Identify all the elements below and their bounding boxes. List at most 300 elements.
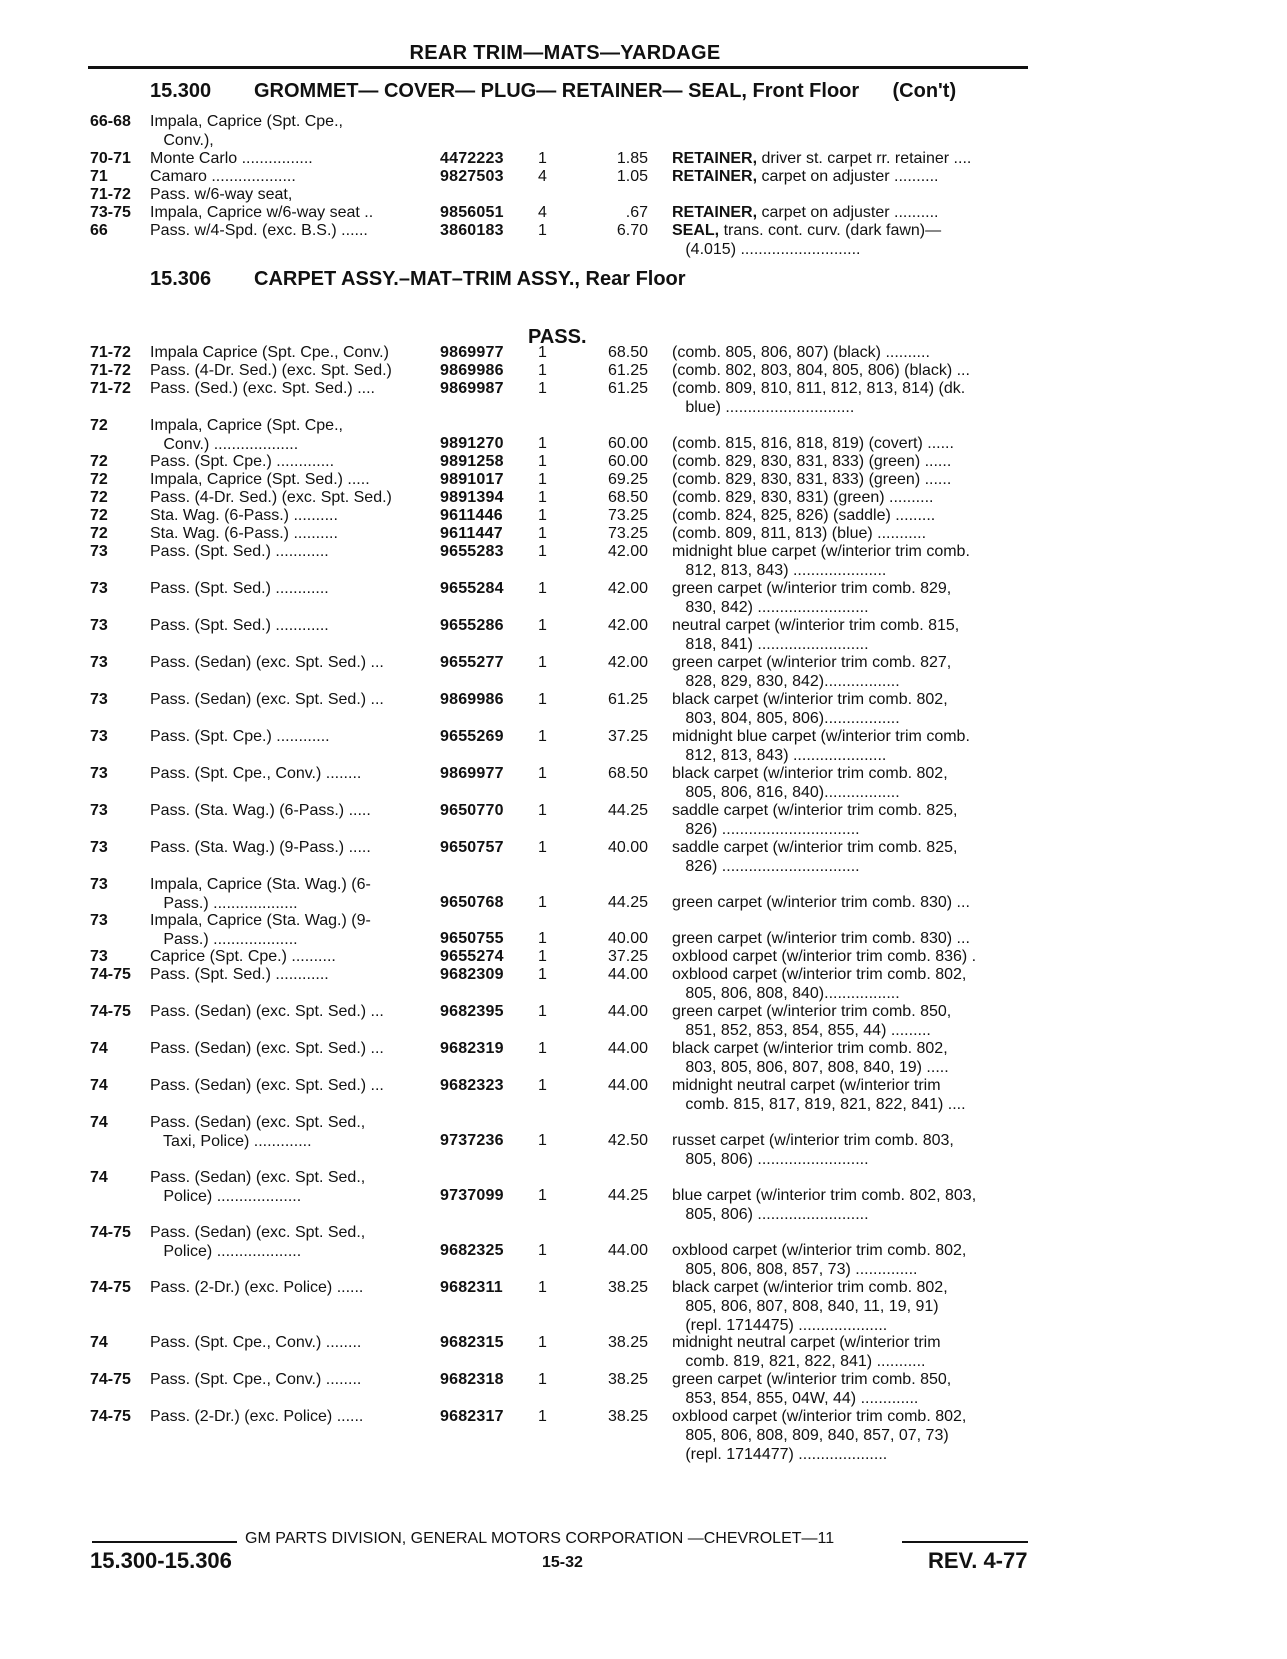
model-cell — [150, 1223, 435, 1261]
part-number-cell: 9682309 — [440, 966, 504, 983]
part-number-cell: 9891270 — [440, 435, 504, 452]
year-cell: 72 — [90, 417, 108, 434]
model-line: Impala, Caprice (Sta. Wag.) (9- — [150, 912, 371, 929]
quantity-cell: 1 — [538, 580, 547, 597]
description-line: black carpet (w/interior trim comb. 802, — [672, 765, 948, 782]
description-cell — [672, 542, 1032, 580]
model-cell — [150, 801, 435, 820]
part-number-cell: 9869977 — [440, 344, 504, 361]
year-cell: 72 — [90, 489, 108, 506]
model-cell — [150, 185, 435, 204]
description-line: 805, 806, 807, 808, 840, 11, 19, 91) — [672, 1298, 939, 1315]
model-cell — [150, 579, 435, 598]
part-number-cell: 9869986 — [440, 362, 504, 379]
description-cell — [672, 1333, 1032, 1371]
description-line: blue carpet (w/interior trim comb. 802, 803, — [672, 1187, 977, 1204]
description-line: (comb. 829, 830, 831, 833) (green) ...... — [672, 471, 952, 488]
price-cell: 42.00 — [607, 580, 648, 597]
quantity-cell: 1 — [538, 1334, 547, 1351]
title-rule — [88, 66, 1028, 69]
quantity-cell: 1 — [538, 1132, 547, 1149]
description-line: comb. 819, 821, 822, 841) ........... — [672, 1353, 926, 1370]
part-number-cell: 4472223 — [440, 150, 504, 167]
description-cell — [672, 1076, 1032, 1114]
description-line: (comb. 829, 830, 831, 833) (green) ...... — [672, 453, 952, 470]
section-heading-15-306 — [150, 268, 686, 291]
model-line: Pass. (Sedan) (exc. Spt. Sed.) ... — [150, 691, 384, 708]
quantity-cell: 1 — [538, 894, 547, 911]
description-line — [672, 149, 1032, 168]
description-line: 851, 852, 853, 854, 855, 44) ......... — [672, 1022, 931, 1039]
description-line: 828, 829, 830, 842)................. — [672, 673, 900, 690]
year-cell: 74 — [90, 1169, 108, 1186]
description-line — [672, 167, 1032, 186]
model-line: Pass. w/6-way seat, — [150, 186, 293, 203]
description-line: 803, 804, 805, 806)................. — [672, 710, 900, 727]
price-cell: 61.25 — [607, 362, 648, 379]
part-number-cell: 9737099 — [440, 1187, 504, 1204]
price-cell: 60.00 — [607, 435, 648, 452]
year-cell: 74-75 — [90, 1279, 131, 1296]
price-cell: 1.05 — [616, 168, 648, 185]
description-cell — [672, 616, 1032, 654]
year-cell: 66 — [90, 222, 108, 239]
year-cell: 74 — [90, 1040, 108, 1057]
year-cell: 74-75 — [90, 1408, 131, 1425]
part-number-cell: 9891017 — [440, 471, 504, 488]
description-cell — [672, 452, 1032, 471]
description-line: oxblood carpet (w/interior trim comb. 802, — [672, 1242, 967, 1259]
model-cell — [150, 221, 435, 240]
price-cell: 38.25 — [607, 1371, 648, 1388]
model-line: Pass. (Sedan) (exc. Spt. Sed.) ... — [150, 1003, 384, 1020]
year-cell: 74 — [90, 1077, 108, 1094]
description-cell — [672, 470, 1032, 489]
model-cell — [150, 875, 435, 913]
model-line: Pass. (Spt. Cpe., Conv.) ........ — [150, 1334, 362, 1351]
quantity-cell: 1 — [538, 150, 547, 167]
description-line: (repl. 1714475) .................... — [672, 1317, 888, 1334]
description-line: green carpet (w/interior trim comb. 829, — [672, 580, 952, 597]
description-line: (comb. 824, 825, 826) (saddle) ......... — [672, 507, 936, 524]
year-cell: 73-75 — [90, 204, 131, 221]
description-cell — [672, 343, 1032, 362]
part-number-cell: 9869977 — [440, 765, 504, 782]
description-keyword: RETAINER, — [672, 168, 758, 185]
quantity-cell: 1 — [538, 222, 547, 239]
part-number-cell: 9650768 — [440, 894, 504, 911]
year-cell: 73 — [90, 580, 108, 597]
model-cell — [150, 1407, 435, 1426]
part-number-cell: 9827503 — [440, 168, 504, 185]
description-line: russet carpet (w/interior trim comb. 803, — [672, 1132, 954, 1149]
quantity-cell: 1 — [538, 435, 547, 452]
description-line — [672, 221, 1032, 240]
part-number-cell: 9611447 — [440, 525, 503, 542]
description-cell — [672, 1131, 1032, 1169]
model-cell — [150, 112, 435, 150]
description-line: green carpet (w/interior trim comb. 830) ... — [672, 930, 970, 947]
description-line: midnight blue carpet (w/interior trim comb. — [672, 543, 970, 560]
year-cell: 73 — [90, 765, 108, 782]
year-cell: 71-72 — [90, 186, 131, 203]
year-cell: 66-68 — [90, 113, 131, 130]
model-cell — [150, 1168, 435, 1206]
description-cell — [672, 801, 1032, 839]
description-cell — [672, 838, 1032, 876]
model-line: Pass. (Sedan) (exc. Spt. Sed.) ... — [150, 1040, 384, 1057]
model-line: Pass. (Spt. Sed.) ............ — [150, 617, 329, 634]
price-cell: 68.50 — [607, 489, 648, 506]
description-cell — [672, 167, 1032, 186]
model-line: Pass. (Sed.) (exc. Spt. Sed.) .... — [150, 380, 375, 397]
price-cell: 40.00 — [607, 839, 648, 856]
description-line: green carpet (w/interior trim comb. 827, — [672, 654, 952, 671]
part-number-cell: 9682311 — [440, 1279, 503, 1296]
model-line: Conv.) ................... — [150, 436, 299, 453]
part-number-cell: 9682317 — [440, 1408, 504, 1425]
year-cell: 71-72 — [90, 380, 131, 397]
description-cell — [672, 1278, 1032, 1335]
quantity-cell: 1 — [538, 1279, 547, 1296]
model-line: Pass. (2-Dr.) (exc. Police) ...... — [150, 1279, 364, 1296]
description-line: 805, 806) ......................... — [672, 1151, 869, 1168]
description-line: 805, 806) ......................... — [672, 1206, 869, 1223]
quantity-cell: 4 — [538, 168, 547, 185]
footer-revision: REV. 4-77 — [928, 1548, 1028, 1573]
description-cell — [672, 1186, 1032, 1224]
part-number-cell: 9891394 — [440, 489, 504, 506]
model-line: Pass. (Spt. Sed.) ............ — [150, 543, 329, 560]
description-cell — [672, 149, 1032, 168]
description-text: carpet on adjuster .......... — [757, 168, 939, 185]
model-line: Pass. (Spt. Sed.) ............ — [150, 580, 329, 597]
part-number-cell: 9655269 — [440, 728, 504, 745]
price-cell: 44.00 — [607, 1242, 648, 1259]
year-cell: 71-72 — [90, 362, 131, 379]
description-line: 853, 854, 855, 04W, 44) ............. — [672, 1390, 919, 1407]
description-line: 830, 842) ......................... — [672, 599, 869, 616]
model-line: Pass. (Sta. Wag.) (6-Pass.) ..... — [150, 802, 371, 819]
section-heading-15-300 — [150, 80, 956, 103]
model-cell — [150, 488, 435, 507]
price-cell: 44.25 — [607, 1187, 648, 1204]
quantity-cell: 1 — [538, 948, 547, 965]
model-cell — [150, 1039, 435, 1058]
year-cell: 73 — [90, 654, 108, 671]
description-cell — [672, 1407, 1032, 1464]
quantity-cell: 1 — [538, 966, 547, 983]
model-cell — [150, 361, 435, 380]
quantity-cell: 1 — [538, 1187, 547, 1204]
part-number-cell: 9682323 — [440, 1077, 504, 1094]
description-line: 803, 805, 806, 807, 808, 840, 19) ..... — [672, 1059, 949, 1076]
year-cell: 73 — [90, 617, 108, 634]
footer-rule-left — [92, 1541, 237, 1543]
model-line: Sta. Wag. (6-Pass.) .......... — [150, 507, 338, 524]
description-line: 818, 841) ......................... — [672, 636, 869, 653]
model-line: Impala, Caprice (Spt. Sed.) ..... — [150, 471, 370, 488]
quantity-cell: 1 — [538, 839, 547, 856]
part-number-cell: 9650757 — [440, 839, 504, 856]
description-line: midnight neutral carpet (w/interior trim — [672, 1334, 941, 1351]
part-number-cell: 9655284 — [440, 580, 504, 597]
model-cell — [150, 965, 435, 984]
model-cell — [150, 506, 435, 525]
part-number-cell: 9655286 — [440, 617, 504, 634]
model-line: Pass. (Spt. Sed.) ............ — [150, 966, 329, 983]
description-line: black carpet (w/interior trim comb. 802, — [672, 691, 948, 708]
year-cell: 73 — [90, 839, 108, 856]
model-line: Conv.), — [150, 132, 214, 149]
part-number-cell: 9655283 — [440, 543, 504, 560]
model-line: Pass. (Sedan) (exc. Spt. Sed.) ... — [150, 654, 384, 671]
description-line: oxblood carpet (w/interior trim comb. 802, — [672, 966, 967, 983]
section-number: 15.306 — [150, 268, 212, 290]
price-cell: 68.50 — [607, 344, 648, 361]
year-cell: 72 — [90, 471, 108, 488]
price-cell: 60.00 — [607, 453, 648, 470]
model-cell — [150, 416, 435, 454]
year-cell: 73 — [90, 728, 108, 745]
description-cell — [672, 221, 1032, 259]
year-cell: 70-71 — [90, 150, 131, 167]
description-keyword: RETAINER, — [672, 150, 758, 167]
model-cell — [150, 1076, 435, 1095]
description-line: 812, 813, 843) ..................... — [672, 747, 887, 764]
price-cell: 38.25 — [607, 1279, 648, 1296]
description-keyword: RETAINER, — [672, 204, 758, 221]
model-cell — [150, 149, 435, 168]
section-number: 15.300 — [150, 80, 212, 102]
description-line — [672, 203, 1032, 222]
price-cell: 68.50 — [607, 765, 648, 782]
model-line: Impala, Caprice (Spt. Cpe., — [150, 417, 343, 434]
model-line: Pass. (Sedan) (exc. Spt. Sed., — [150, 1224, 366, 1241]
model-cell — [150, 167, 435, 186]
part-number-cell: 9682395 — [440, 1003, 504, 1020]
part-number-cell: 9869986 — [440, 691, 504, 708]
model-line: Taxi, Police) ............. — [150, 1133, 312, 1150]
price-cell: 42.50 — [607, 1132, 648, 1149]
section-title: GROMMET— COVER— PLUG— RETAINER— SEAL, Front Floor (Con't) — [254, 80, 957, 102]
description-text: trans. cont. curv. (dark fawn)— — [719, 222, 942, 239]
model-line: Pass. (Spt. Cpe.) ............. — [150, 453, 335, 470]
model-cell — [150, 1002, 435, 1021]
quantity-cell: 1 — [538, 525, 547, 542]
model-line: Police) ................... — [150, 1243, 302, 1260]
section-title: CARPET ASSY.–MAT–TRIM ASSY., Rear Floor — [254, 268, 686, 290]
description-cell — [672, 1241, 1032, 1279]
part-number-cell: 9891258 — [440, 453, 504, 470]
price-cell: 44.00 — [607, 1003, 648, 1020]
pass-heading: PASS. — [528, 326, 587, 348]
model-cell — [150, 470, 435, 489]
description-line: comb. 815, 817, 819, 821, 822, 841) .... — [672, 1096, 966, 1113]
year-cell: 74-75 — [90, 1003, 131, 1020]
year-cell: 74-75 — [90, 1371, 131, 1388]
description-cell — [672, 506, 1032, 525]
year-cell: 74-75 — [90, 966, 131, 983]
description-cell — [672, 579, 1032, 617]
description-line: (repl. 1714477) .................... — [672, 1446, 888, 1463]
part-number-cell: 9655277 — [440, 654, 504, 671]
description-cell — [672, 1370, 1032, 1408]
description-cell — [672, 764, 1032, 802]
part-number-cell: 9682315 — [440, 1334, 504, 1351]
price-cell: 44.00 — [607, 1040, 648, 1057]
footer-section-range: 15.300-15.306 — [90, 1548, 232, 1573]
description-line: (comb. 829, 830, 831) (green) .......... — [672, 489, 934, 506]
price-cell: .67 — [625, 204, 648, 221]
year-cell: 73 — [90, 948, 108, 965]
description-cell — [672, 379, 1032, 417]
quantity-cell: 1 — [538, 489, 547, 506]
model-line: Sta. Wag. (6-Pass.) .......... — [150, 525, 338, 542]
model-line: Pass. (2-Dr.) (exc. Police) ...... — [150, 1408, 364, 1425]
model-cell — [150, 653, 435, 672]
year-cell: 71 — [90, 168, 108, 185]
year-cell: 73 — [90, 912, 108, 929]
year-cell: 74-75 — [90, 1224, 131, 1241]
description-line: (comb. 815, 816, 818, 819) (covert) ...... — [672, 435, 954, 452]
part-number-cell: 9737236 — [440, 1132, 504, 1149]
description-line: midnight blue carpet (w/interior trim comb. — [672, 728, 970, 745]
description-cell — [672, 488, 1032, 507]
quantity-cell: 1 — [538, 1040, 547, 1057]
description-line: (4.015) ........................... — [672, 241, 861, 258]
description-line: black carpet (w/interior trim comb. 802, — [672, 1279, 948, 1296]
price-cell: 42.00 — [607, 654, 648, 671]
price-cell: 73.25 — [607, 525, 648, 542]
price-cell: 42.00 — [607, 617, 648, 634]
part-number-cell: 9869987 — [440, 380, 504, 397]
model-cell — [150, 343, 435, 362]
description-line: neutral carpet (w/interior trim comb. 815, — [672, 617, 960, 634]
price-cell: 42.00 — [607, 543, 648, 560]
price-cell: 44.00 — [607, 966, 648, 983]
description-line: oxblood carpet (w/interior trim comb. 836) . — [672, 948, 977, 965]
model-cell — [150, 542, 435, 561]
description-line: 805, 806, 808, 857, 73) .............. — [672, 1261, 918, 1278]
footer-division: GM PARTS DIVISION, GENERAL MOTORS CORPORATION —CHEVROLET—11 — [245, 1530, 835, 1547]
quantity-cell: 1 — [538, 1003, 547, 1020]
description-line: green carpet (w/interior trim comb. 830) ... — [672, 894, 970, 911]
price-cell: 6.70 — [616, 222, 648, 239]
description-line: green carpet (w/interior trim comb. 850, — [672, 1371, 952, 1388]
model-cell — [150, 379, 435, 398]
quantity-cell: 1 — [538, 380, 547, 397]
description-line: 805, 806, 808, 809, 840, 857, 07, 73) — [672, 1427, 949, 1444]
description-cell — [672, 965, 1032, 1003]
model-cell — [150, 764, 435, 783]
description-text: carpet on adjuster .......... — [757, 204, 939, 221]
description-cell — [672, 434, 1032, 453]
model-line: Pass.) ................... — [150, 931, 298, 948]
model-line: Police) ................... — [150, 1188, 302, 1205]
part-number-cell: 9650755 — [440, 930, 504, 947]
quantity-cell: 1 — [538, 344, 547, 361]
description-cell — [672, 203, 1032, 222]
description-line: (comb. 805, 806, 807) (black) .......... — [672, 344, 930, 361]
model-line: Caprice (Spt. Cpe.) .......... — [150, 948, 336, 965]
quantity-cell: 4 — [538, 204, 547, 221]
model-cell — [150, 203, 435, 222]
description-cell — [672, 929, 1032, 948]
year-cell: 74 — [90, 1114, 108, 1131]
quantity-cell: 1 — [538, 617, 547, 634]
description-cell — [672, 1039, 1032, 1077]
model-cell — [150, 947, 435, 966]
model-cell — [150, 1278, 435, 1297]
description-cell — [672, 690, 1032, 728]
model-line: Pass. (Sedan) (exc. Spt. Sed., — [150, 1114, 366, 1131]
model-cell — [150, 524, 435, 543]
model-line: Pass.) ................... — [150, 895, 298, 912]
year-cell: 72 — [90, 507, 108, 524]
price-cell: 73.25 — [607, 507, 648, 524]
page-title: REAR TRIM—MATS—YARDAGE — [409, 42, 721, 64]
part-number-cell: 9682318 — [440, 1371, 504, 1388]
description-cell — [672, 524, 1032, 543]
quantity-cell: 1 — [538, 543, 547, 560]
quantity-cell: 1 — [538, 1242, 547, 1259]
year-cell: 73 — [90, 802, 108, 819]
description-line: 826) ............................... — [672, 858, 860, 875]
description-line: 805, 806, 816, 840)................. — [672, 784, 900, 801]
model-line: Impala Caprice (Spt. Cpe., Conv.) — [150, 344, 389, 361]
description-cell — [672, 727, 1032, 765]
price-cell: 38.25 — [607, 1408, 648, 1425]
footer-rule-right — [902, 1541, 1028, 1543]
price-cell: 44.00 — [607, 1077, 648, 1094]
description-line: (comb. 802, 803, 804, 805, 806) (black) ... — [672, 362, 970, 379]
description-line: midnight neutral carpet (w/interior trim — [672, 1077, 941, 1094]
quantity-cell: 1 — [538, 728, 547, 745]
year-cell: 72 — [90, 525, 108, 542]
model-line: Pass. (Spt. Cpe., Conv.) ........ — [150, 765, 362, 782]
description-line: blue) ............................. — [672, 399, 855, 416]
year-cell: 73 — [90, 876, 108, 893]
quantity-cell: 1 — [538, 1408, 547, 1425]
quantity-cell: 1 — [538, 691, 547, 708]
part-number-cell: 9611446 — [440, 507, 503, 524]
price-cell: 40.00 — [607, 930, 648, 947]
description-line: saddle carpet (w/interior trim comb. 825, — [672, 802, 958, 819]
year-cell: 73 — [90, 543, 108, 560]
model-cell — [150, 727, 435, 746]
model-line: Impala, Caprice w/6-way seat .. — [150, 204, 374, 221]
description-cell — [672, 947, 1032, 966]
quantity-cell: 1 — [538, 471, 547, 488]
model-line: Pass. (Sta. Wag.) (9-Pass.) ..... — [150, 839, 371, 856]
price-cell: 69.25 — [607, 471, 648, 488]
description-keyword: SEAL, — [672, 222, 720, 239]
footer-page-number: 15-32 — [542, 1554, 583, 1571]
description-line: (comb. 809, 810, 811, 812, 813, 814) (dk. — [672, 380, 966, 397]
part-number-cell: 9682325 — [440, 1242, 504, 1259]
model-line: Pass. (4-Dr. Sed.) (exc. Spt. Sed.) — [150, 489, 392, 506]
model-line: Pass. w/4-Spd. (exc. B.S.) ...... — [150, 222, 368, 239]
part-number-cell: 9856051 — [440, 204, 504, 221]
description-line: 826) ............................... — [672, 821, 860, 838]
model-line: Camaro ................... — [150, 168, 296, 185]
price-cell: 38.25 — [607, 1334, 648, 1351]
description-text: driver st. carpet rr. retainer .... — [757, 150, 972, 167]
model-line: Impala, Caprice (Spt. Cpe., — [150, 113, 343, 130]
description-line: 812, 813, 843) ..................... — [672, 562, 887, 579]
price-cell: 44.25 — [607, 802, 648, 819]
